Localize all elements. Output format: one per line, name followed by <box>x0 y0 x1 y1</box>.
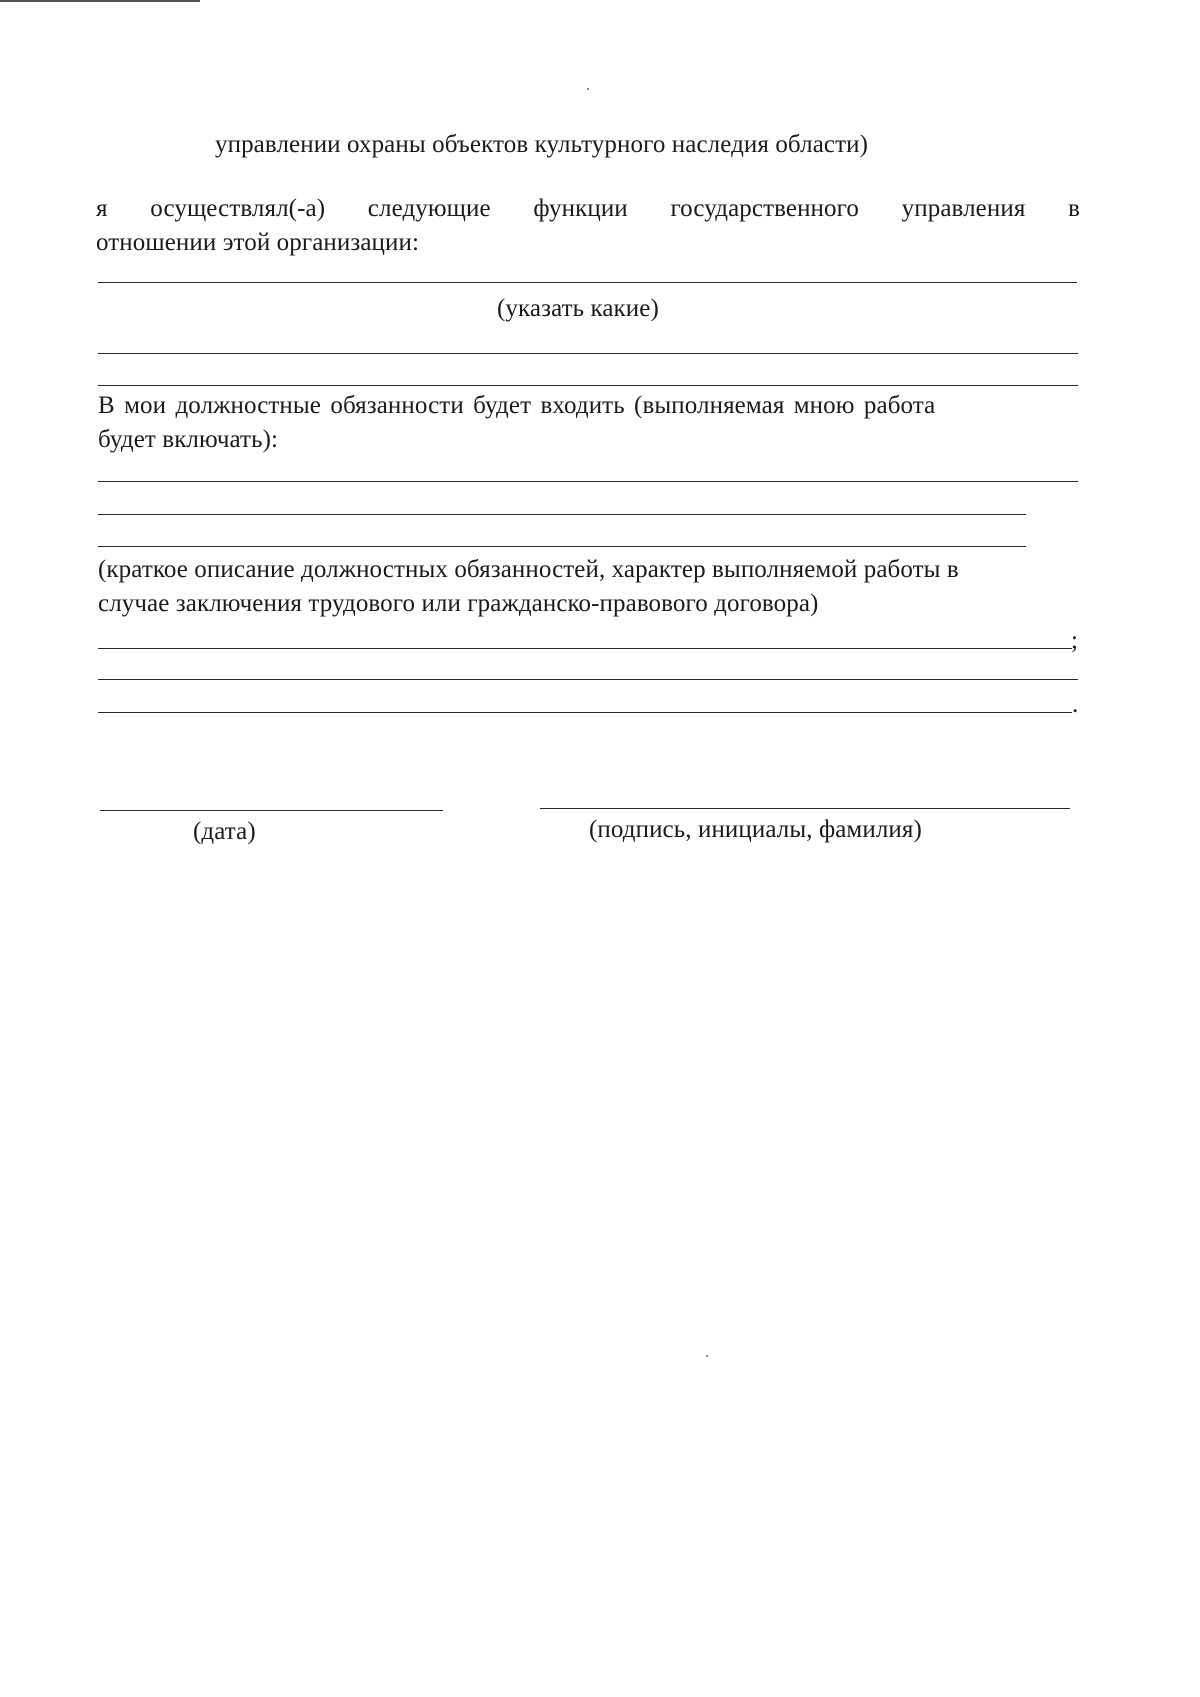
signature-field-line[interactable] <box>540 808 1070 809</box>
signature-caption: (подпись, инициалы, фамилия) <box>589 816 922 843</box>
scan-speck <box>587 88 589 90</box>
date-caption: (дата) <box>193 818 256 845</box>
date-field-line[interactable] <box>100 810 443 811</box>
functions-caption: (указать какие) <box>497 295 659 322</box>
period-mark: . <box>1072 691 1079 718</box>
duties-fill-line[interactable] <box>98 546 1026 547</box>
scan-speck <box>706 1355 708 1357</box>
functions-paragraph-line-1: я осуществлял(-а) следующие функции государственного управления в <box>96 195 1080 222</box>
continuation-line: управлении охраны объектов культурного наследия области) <box>215 131 869 158</box>
duties-fill-line[interactable] <box>98 648 1072 649</box>
scan-edge-mark <box>0 0 200 2</box>
duties-caption-line-1: (краткое описание должностных обязанностей, характер выполняемой работы в <box>98 556 959 583</box>
duties-paragraph-line-1: В мои должностные обязанности будет входить (выполняемая мною работа <box>98 392 936 419</box>
duties-paragraph-line-2: будет включать): <box>98 426 279 453</box>
functions-paragraph-line-2: отношении этой организации: <box>96 229 420 256</box>
functions-fill-line[interactable] <box>98 385 1078 386</box>
duties-fill-line[interactable] <box>98 481 1078 482</box>
functions-fill-line[interactable] <box>98 353 1078 354</box>
duties-fill-line[interactable] <box>98 712 1072 713</box>
semicolon-mark: ; <box>1071 627 1079 654</box>
duties-fill-line[interactable] <box>98 679 1078 680</box>
functions-fill-line[interactable] <box>98 282 1077 283</box>
duties-caption-line-2: случае заключения трудового или гражданско-правового договора) <box>98 590 819 617</box>
duties-fill-line[interactable] <box>98 514 1026 515</box>
